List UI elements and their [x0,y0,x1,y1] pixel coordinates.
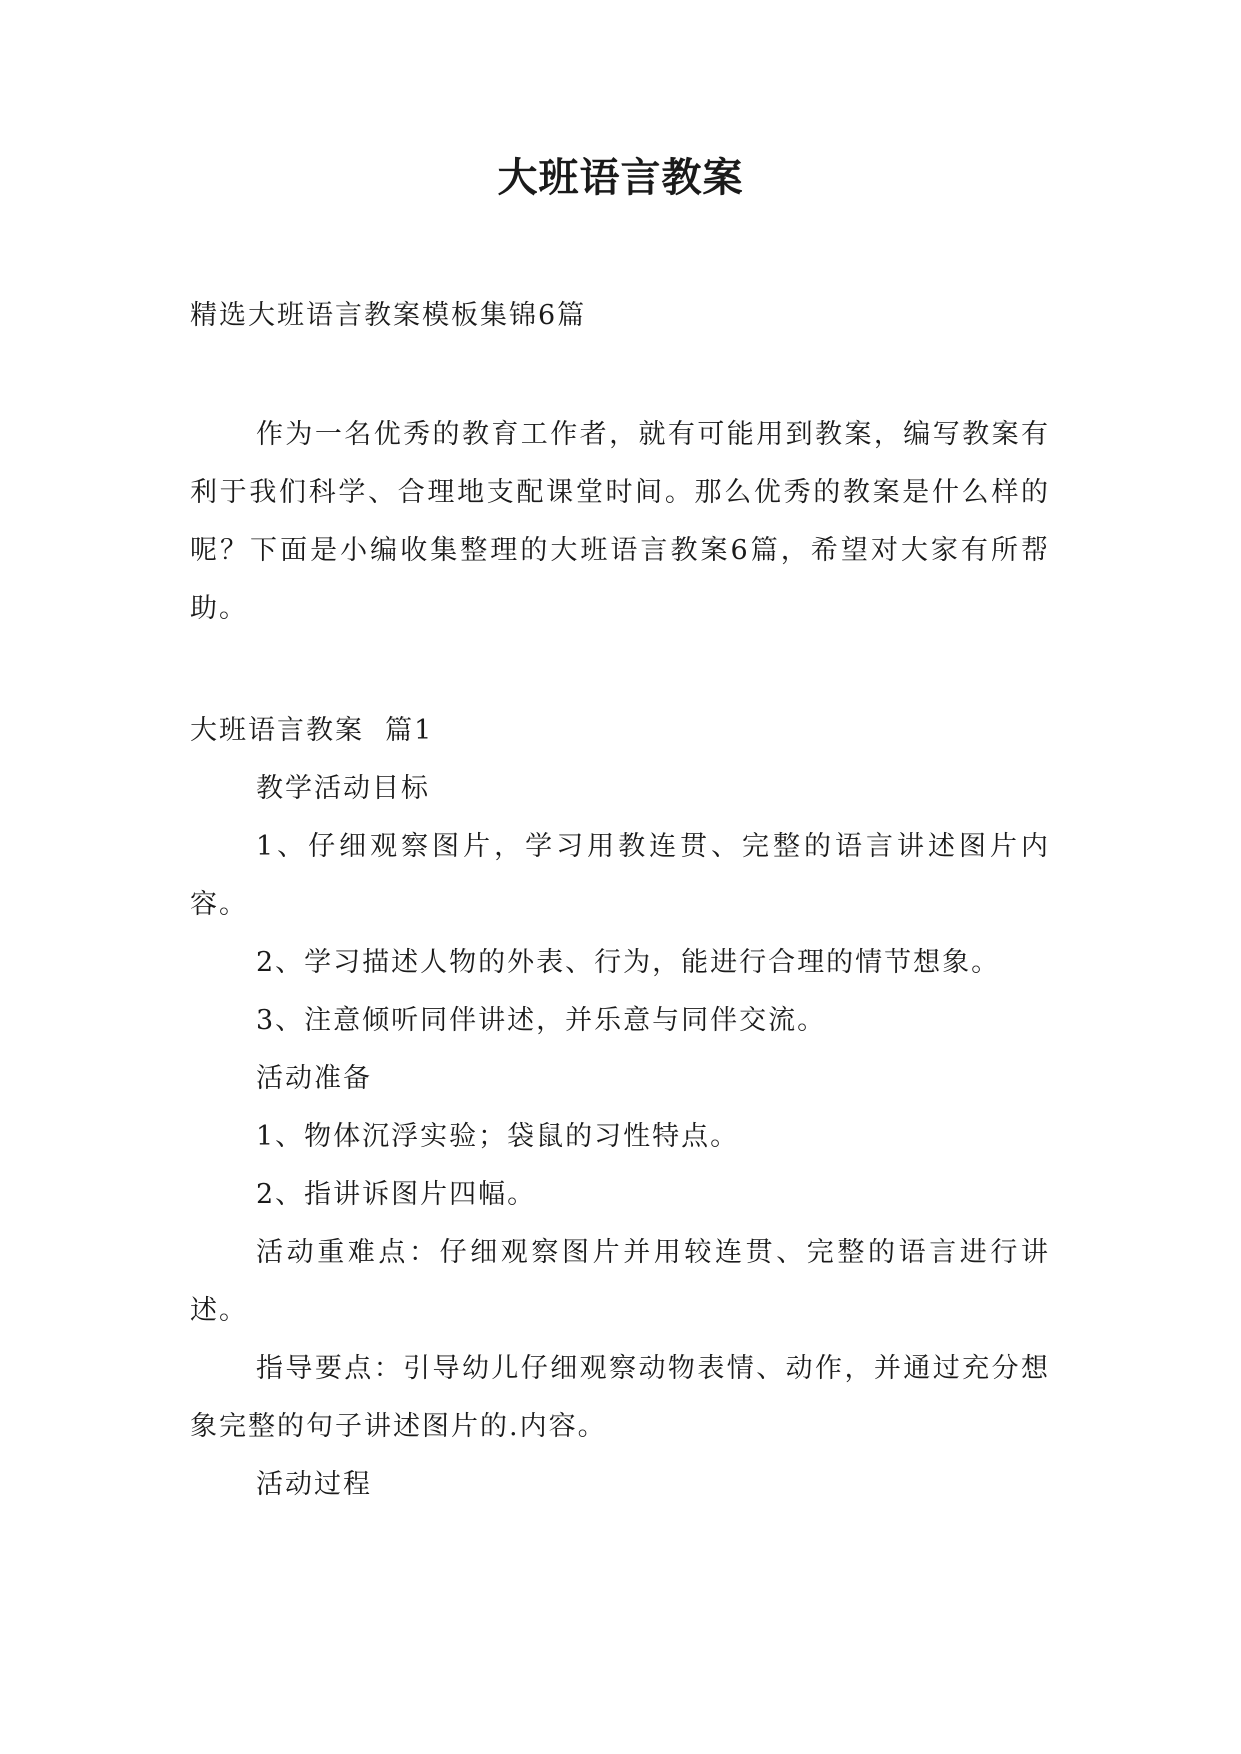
paragraph-objective-2: 2、学习描述人物的外表、行为，能进行合理的情节想象。 [256,947,1001,978]
section-body [190,760,1050,1514]
paragraph-preparation-2: 2、指讲诉图片四幅。 [256,1179,537,1210]
document-subtitle: 精选大班语言教案模板集锦6篇 [190,300,587,331]
section-1 [190,702,1050,1514]
section-heading: 大班语言教案 篇1 [190,715,434,746]
document-title: 大班语言教案 [497,154,744,201]
paragraph-key-difficulty: 活动重难点：仔细观察图片并用较连贯、完整的语言进行讲述。 [190,1237,1050,1326]
intro-paragraph: 作为一名优秀的教育工作者，就有可能用到教案，编写教案有利于我们科学、合理地支配课堂时间。那么优秀的教案是什么样的呢？下面是小编收集整理的大班语言教案6篇，希望对大家有所帮助。 [190,419,1050,624]
paragraph-preparation-1: 1、物体沉浮实验；袋鼠的习性特点。 [256,1121,740,1152]
paragraph-guidance: 指导要点：引导幼儿仔细观察动物表情、动作，并通过充分想象完整的句子讲述图片的.内容。 [190,1353,1050,1442]
paragraph-preparation-heading: 活动准备 [256,1063,372,1094]
paragraph-objective-1: 1、仔细观察图片，学习用教连贯、完整的语言讲述图片内容。 [190,831,1050,920]
intro-block [190,406,1050,638]
paragraph-process-heading: 活动过程 [256,1469,372,1500]
paragraph-objectives-heading: 教学活动目标 [256,773,430,804]
paragraph-objective-3: 3、注意倾听同伴讲述，并乐意与同伴交流。 [256,1005,827,1036]
